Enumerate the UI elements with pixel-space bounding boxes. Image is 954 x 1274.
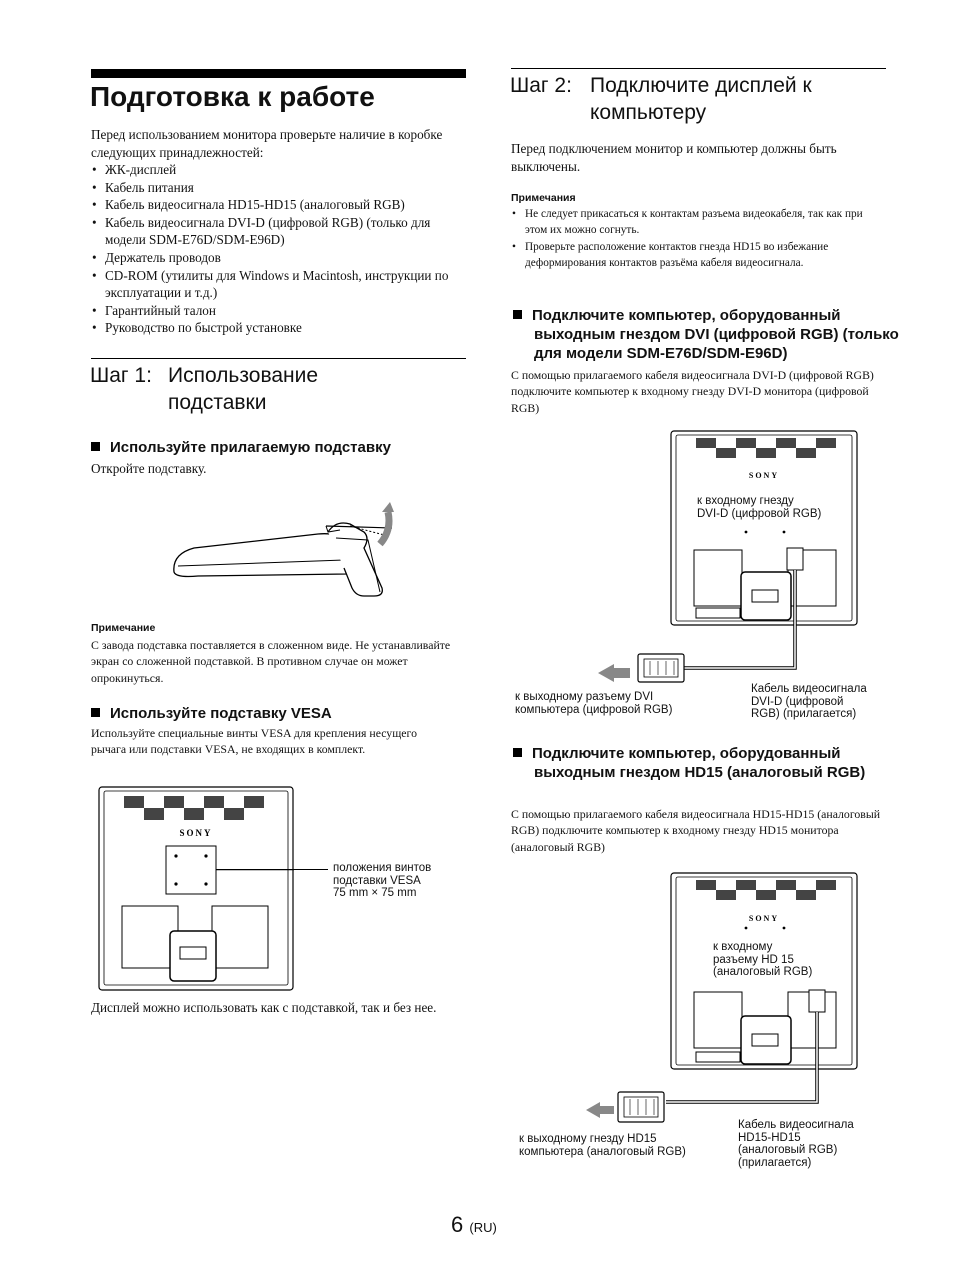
step1-note-heading: Примечание — [91, 622, 156, 634]
step1-title-1: Использование — [168, 364, 319, 387]
brand-logo: SONY — [179, 828, 213, 838]
step2-title-2: компьютеру — [590, 101, 707, 124]
dvi-heading: Подключите компьютер, оборудованный выходным гнездом DVI (цифровой RGB) (только для модели SDM-E76D/SDM-E96D) — [513, 306, 914, 363]
dvi-cable-label: Кабель видеосигнала DVI-D (цифровой RGB) (прилагается) — [751, 683, 867, 720]
svg-text:SONY: SONY — [748, 471, 780, 480]
page-number — [451, 1212, 497, 1238]
list-item: • Гарантийный талон — [91, 302, 466, 320]
intro-text: Перед использованием монитора проверьте наличие в коробке следующих принадлежностей: — [91, 127, 443, 160]
step2-notes-heading: Примечания — [511, 192, 576, 204]
step2-text: Перед подключением монитор и компьютер должны быть выключены. — [511, 141, 837, 174]
square-bullet-icon — [91, 708, 100, 717]
accessory-list — [91, 161, 466, 337]
step1-number: Шаг 1: — [90, 364, 152, 387]
stand-illustration — [168, 498, 408, 602]
square-bullet-icon — [513, 310, 522, 319]
hd15-input-label: к входному разъему HD 15 (аналоговый RGB) — [713, 941, 813, 978]
dvi-text: С помощью прилагаемого кабеля видеосигнала DVI-D (цифровой RGB) подключите компьютер к входному гнезду DVI-D монитора (цифровой RGB) — [511, 368, 874, 415]
page-lang: (RU) — [469, 1220, 497, 1235]
step1-note-text: С завода подставка поставляется в сложенном виде. Не устанавливайте экран со сложенной подставкой. В противном случае он может опрокинуться. — [91, 638, 451, 685]
step1-sub2-text: Используйте специальные винты VESA для крепления несущего рычага или подставки VESA, не входящих в комплект. — [91, 726, 417, 757]
dvi-output-label: к выходному разъему DVI компьютера (цифровой RGB) — [515, 691, 673, 716]
step2-number: Шаг 2: — [510, 74, 572, 97]
square-bullet-icon — [513, 748, 522, 757]
list-item: • Держатель проводов — [91, 249, 466, 267]
vesa-leader — [216, 869, 328, 870]
square-bullet-icon — [91, 442, 100, 451]
step2-heading — [510, 72, 890, 126]
list-item: • Проверьте расположение контактов гнезда HD15 во избежание деформирования контактов разъёма кабеля видеосигнала. — [511, 239, 886, 272]
monitor-back-vesa — [98, 786, 294, 991]
step1-sub1-heading: Используйте прилагаемую подставку — [91, 438, 466, 457]
list-item: • Кабель видеосигнала DVI-D (цифровой RGB) (только для модели SDM-E76D/SDM-E96D) — [91, 214, 466, 249]
step2-title-1: Подключите дисплей к — [590, 74, 812, 97]
hd15-cable-label: Кабель видеосигнала HD15-HD15 (аналоговый RGB) (прилагается) — [738, 1119, 854, 1169]
step1-heading — [90, 362, 465, 416]
hd15-text: С помощью прилагаемого кабеля видеосигнала HD15-HD15 (аналоговый RGB) подключите компьютер к входному гнезду HD15 монитора (аналоговый RGB) — [511, 807, 881, 854]
hd15-output-label: к выходному гнезду HD15 компьютера (аналоговый RGB) — [519, 1133, 686, 1158]
list-item: • ЖК-дисплей — [91, 161, 466, 179]
hd15-heading: Подключите компьютер, оборудованный выходным гнездом HD15 (аналоговый RGB) — [513, 744, 914, 782]
dvi-input-label: к входному гнезду DVI-D (цифровой RGB) — [697, 495, 822, 520]
svg-text:SONY: SONY — [748, 914, 780, 923]
step1-sub2-heading: Используйте подставку VESA — [91, 704, 466, 723]
step2-notes-list — [511, 206, 886, 272]
step1-sub1-text: Откройте подставку. — [91, 461, 207, 476]
page-number-value: 6 — [451, 1212, 464, 1237]
title-rule — [91, 69, 466, 78]
list-item: • Кабель видеосигнала HD15-HD15 (аналоговый RGB) — [91, 196, 466, 214]
step1-rule — [91, 358, 466, 359]
dvi-connection-diagram — [580, 428, 880, 690]
step2-rule — [511, 68, 886, 69]
hd15-connection-diagram — [580, 870, 880, 1130]
list-item: • CD-ROM (утилиты для Windows и Macintosh, инструкции по эксплуатации и т.д.) — [91, 267, 466, 302]
vesa-label: положения винтов подставки VESA 75 mm × 75 mm — [333, 862, 432, 899]
page-title: Подготовка к работе — [90, 81, 375, 112]
list-item: • Руководство по быстрой установке — [91, 319, 466, 337]
list-item: • Кабель питания — [91, 179, 466, 197]
list-item: • Не следует прикасаться к контактам разъема видеокабеля, так как при этом их можно согнуть. — [511, 206, 886, 239]
step1-title-2: подставки — [168, 391, 267, 414]
step1-closing: Дисплей можно использовать как с подставкой, так и без нее. — [91, 1000, 437, 1015]
